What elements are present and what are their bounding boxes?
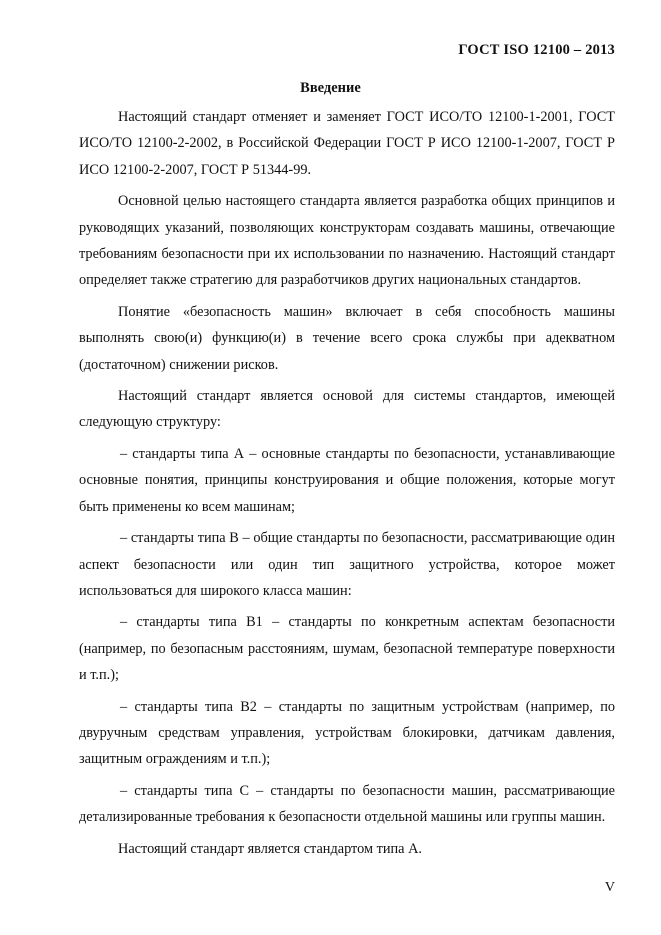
list-item-type-a: – стандарты типа А – основные стандарты по безопасности, устанавливающие основные понятия, принципы конструирования и общие положения, которые могут быть применены ко всем машинам;	[79, 445, 615, 515]
section-title: Введение	[300, 80, 361, 96]
page-number: V	[604, 880, 615, 895]
document-body	[79, 104, 615, 867]
document-header-code: ГОСТ ISO 12100 – 2013	[458, 42, 615, 58]
paragraph-closing: Настоящий стандарт является стандартом типа А.	[118, 840, 422, 857]
list-item-type-b2: – стандарты типа В2 – стандарты по защитным устройствам (например, по двуручным средствам управления, устройствам блокировки, датчикам давления, защитным ограждениям и т.п.);	[79, 698, 615, 768]
list-item-type-c: – стандарты типа С – стандарты по безопасности машин, рассматривающие детализированные требования к безопасности отдельной машины или группы машин.	[79, 782, 615, 826]
paragraph-structure-intro: Настоящий стандарт является основой для системы стандартов, имеющей следующую структуру:	[79, 388, 615, 431]
list-item-type-b: – стандарты типа В – общие стандарты по безопасности, рассматривающие один аспект безопасности или один тип защитного устройства, которое может использоваться для широкого класса машин:	[79, 530, 615, 599]
paragraph-purpose: Основной целью настоящего стандарта является разработка общих принципов и руководящих указаний, позволяющих конструкторам создавать машины, отвечающие требованиям безопасности при их использовании по назначению. Настоящий стандарт определяет также стратегию для разработчиков других национальных стандартов.	[79, 193, 615, 289]
paragraph-replacement: Настоящий стандарт отменяет и заменяет ГОСТ ИСО/ТО 12100-1-2001, ГОСТ ИСО/ТО 12100-2-2002, в Российской Федерации ГОСТ Р ИСО 12100-1-2007, ГОСТ Р ИСО 12100-2-2007, ГОСТ Р 51344-99.	[79, 109, 615, 178]
paragraph-safety-concept: Понятие «безопасность машин» включает в себя способность машины выполнять свою(и) функцию(и) в течение всего срока службы при адекватном (достаточном) снижении рисков.	[79, 303, 615, 373]
list-item-type-b1: – стандарты типа В1 – стандарты по конкретным аспектам безопасности (например, по безопасным расстояниям, шумам, безопасной температуре поверхности и т.п.);	[79, 614, 615, 684]
